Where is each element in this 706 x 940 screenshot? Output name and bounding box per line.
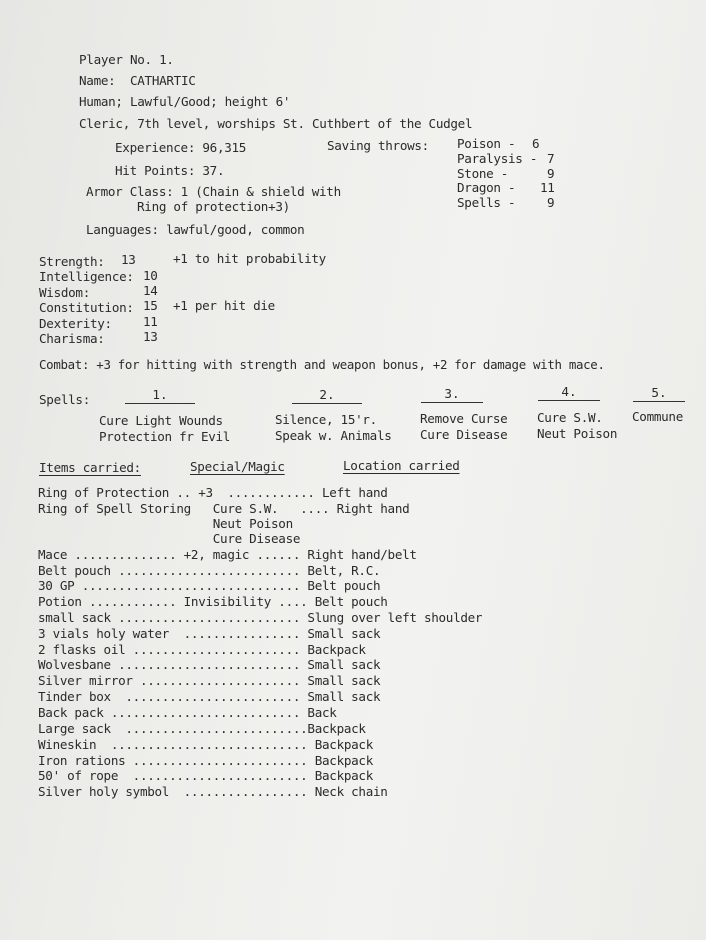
spell-level-number: 3. (421, 387, 483, 403)
player-number: Player No. 1. (79, 52, 174, 67)
spell-name: Silence, 15'r. (275, 412, 377, 427)
item-row: Silver mirror ...................... Small sack (38, 673, 381, 688)
saving-throw-value: 7 (547, 151, 555, 166)
saving-throw-value: 11 (540, 180, 555, 195)
ability-note: +1 per hit die (173, 298, 275, 313)
item-row: Wolvesbane ......................... Small sack (38, 657, 381, 672)
item-row: Large sack .........................Backpack (38, 721, 366, 736)
hit-points: Hit Points: 37. (115, 163, 225, 178)
item-row: 2 flasks oil ....................... Backpack (38, 642, 366, 657)
item-row: Tinder box ........................ Small sack (38, 689, 381, 704)
item-row: small sack ......................... Slung over left shoulder (38, 610, 483, 625)
ability-value: 10 (143, 268, 158, 283)
item-row: 3 vials holy water ................ Small sack (38, 626, 381, 641)
saving-throws-label: Saving throws: (327, 138, 429, 153)
armor-class-line-2: Ring of protection+3) (137, 199, 290, 214)
special-magic-header: Special/Magic (190, 459, 285, 474)
saving-throw-name: Spells - (457, 195, 516, 210)
spell-name: Neut Poison (537, 426, 618, 441)
item-row: Neut Poison (38, 516, 293, 531)
spell-name: Cure S.W. (537, 410, 603, 425)
spell-name: Protection fr Evil (99, 429, 231, 444)
experience: Experience: 96,315 (115, 140, 247, 155)
spell-name: Cure Disease (420, 427, 508, 442)
spell-name: Speak w. Animals (275, 428, 392, 443)
ability-name: Strength: (39, 254, 105, 269)
saving-throw-value: 6 (532, 136, 540, 151)
ability-value: 14 (143, 283, 158, 298)
location-carried-header: Location carried (343, 458, 460, 473)
item-row: Cure Disease (38, 531, 301, 546)
ability-name: Charisma: (39, 331, 105, 346)
item-row: 50' of rope ........................ Backpack (38, 768, 373, 783)
spell-level-number: 4. (538, 385, 600, 401)
combat-line: Combat: +3 for hitting with strength and weapon bonus, +2 for damage with mace. (39, 357, 605, 372)
saving-throw-name: Poison - (457, 136, 516, 151)
spells-label: Spells: (39, 392, 90, 407)
class-line: Cleric, 7th level, worships St. Cuthbert of the Cudgel (79, 116, 473, 131)
saving-throw-name: Dragon - (457, 180, 516, 195)
ability-name: Intelligence: (39, 269, 134, 284)
saving-throw-name: Stone - (457, 166, 508, 181)
item-row: Potion ............ Invisibility .... Belt pouch (38, 594, 388, 609)
spell-name: Cure Light Wounds (99, 413, 223, 428)
saving-throw-value: 9 (547, 195, 555, 210)
items-carried-header: Items carried: (39, 460, 141, 475)
character-name: Name: CATHARTIC (79, 73, 196, 88)
languages: Languages: lawful/good, common (86, 222, 305, 237)
item-row: 30 GP .............................. Belt pouch (38, 578, 381, 593)
spell-level-number: 2. (292, 388, 362, 404)
race-alignment-height: Human; Lawful/Good; height 6' (79, 94, 291, 109)
ability-note: +1 to hit probability (173, 251, 326, 266)
item-row: Ring of Protection .. +3 ............ Left hand (38, 485, 388, 500)
item-row: Iron rations ........................ Backpack (38, 753, 373, 768)
item-row: Belt pouch ......................... Belt, R.C. (38, 563, 381, 578)
ability-value: 15 (143, 298, 158, 313)
armor-class-line-1: Armor Class: 1 (Chain & shield with (86, 184, 341, 199)
ability-name: Constitution: (39, 300, 134, 315)
item-row: Back pack .......................... Back (38, 705, 337, 720)
spell-level-number: 1. (125, 388, 195, 404)
spell-name: Remove Curse (420, 411, 508, 426)
ability-name: Wisdom: (39, 285, 90, 300)
spell-level-number: 5. (633, 386, 685, 402)
ability-value: 11 (143, 314, 158, 329)
saving-throw-name: Paralysis - (457, 151, 538, 166)
ability-name: Dexterity: (39, 316, 112, 331)
item-row: Mace .............. +2, magic ...... Right hand/belt (38, 547, 417, 562)
spell-name: Commune (632, 409, 683, 424)
ability-value: 13 (121, 252, 136, 267)
item-row: Ring of Spell Storing Cure S.W. .... Right hand (38, 501, 410, 516)
ability-value: 13 (143, 329, 158, 344)
saving-throw-value: 9 (547, 166, 555, 181)
item-row: Wineskin ........................... Backpack (38, 737, 373, 752)
item-row: Silver holy symbol ................. Neck chain (38, 784, 388, 799)
